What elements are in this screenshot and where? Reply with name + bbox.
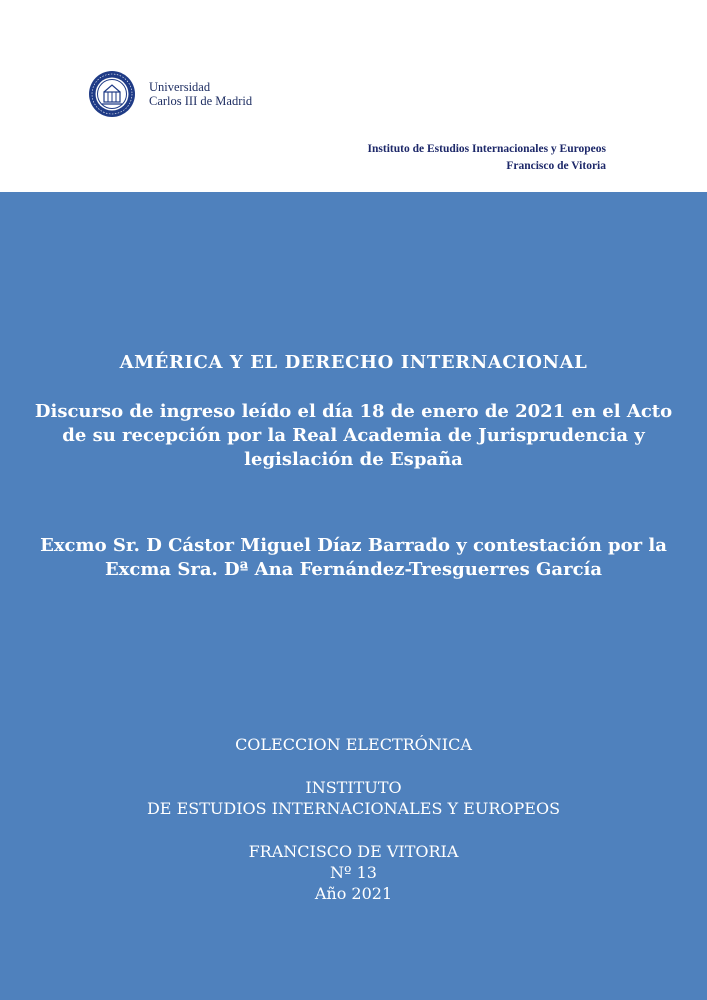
authors (0, 534, 707, 582)
university-seal-icon (88, 70, 136, 118)
page-header (0, 0, 707, 192)
publication-year: Año 2021 (314, 884, 393, 903)
speech-line: de su recepción por la Real Academia de Jurisprudencia y (62, 425, 645, 446)
author-line: Excmo Sr. D Cástor Miguel Díaz Barrado y contestación por la (40, 535, 667, 556)
speech-line: legislación de España (244, 449, 463, 470)
cover-panel (0, 192, 707, 1000)
institute-name-line: INSTITUTO (305, 778, 402, 797)
institute-name-line: DE ESTUDIOS INTERNACIONALES Y EUROPEOS (146, 799, 561, 818)
university-name (149, 80, 252, 109)
institute-name (0, 777, 707, 819)
series-name: FRANCISCO DE VITORIA (248, 842, 459, 861)
institute-heading-line2: Francisco de Vitoria (506, 160, 606, 172)
speech-subtitle (0, 400, 707, 472)
speech-line: Discurso de ingreso leído el día 18 de enero de 2021 en el Acto (34, 401, 673, 422)
institute-heading-line1: Instituto de Estudios Internacionales y Europeos (367, 143, 606, 155)
series-info (0, 841, 707, 904)
university-name-line1: Universidad (149, 79, 211, 94)
collection-name: COLECCION ELECTRÓNICA (235, 735, 472, 754)
institute-heading (368, 141, 606, 175)
author-line: Excma Sra. Dª Ana Fernández-Tresguerres García (104, 559, 603, 580)
collection-info (0, 734, 707, 904)
university-name-line2: Carlos III de Madrid (149, 94, 253, 108)
document-title: AMÉRICA Y EL DERECHO INTERNACIONAL (119, 352, 588, 373)
university-logo (88, 70, 252, 118)
issue-number: Nº 13 (330, 863, 377, 882)
